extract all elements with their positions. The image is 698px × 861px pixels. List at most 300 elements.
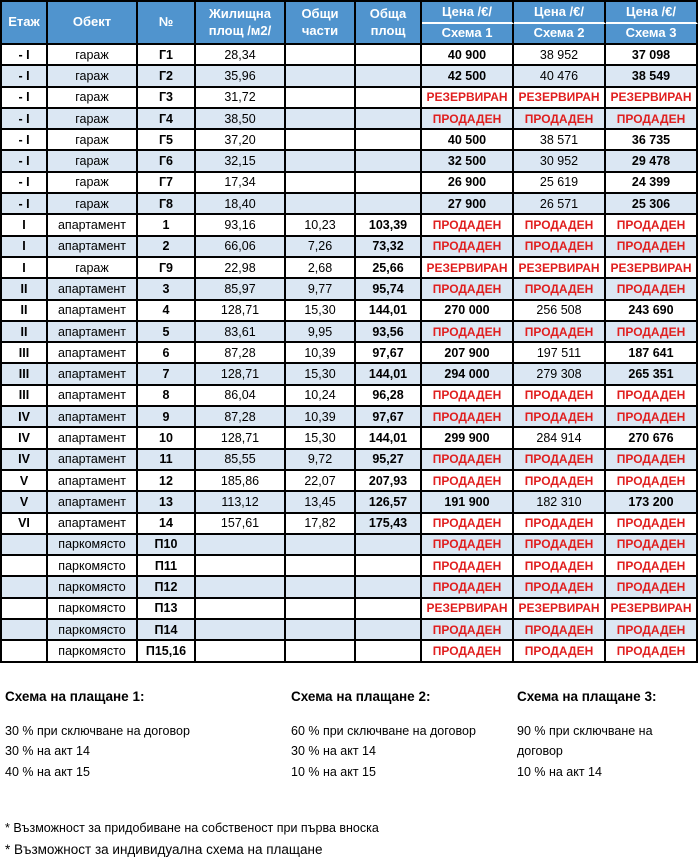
cell-object: паркомясто [48,620,138,641]
cell-num: 5 [138,322,196,343]
cell-common [286,556,356,577]
scheme-2-title: Схема на плащане 2: [291,688,431,704]
cell-p2: ПРОДАДЕН [514,641,606,662]
cell-common [286,535,356,556]
cell-p2: 197 511 [514,343,606,364]
cell-common: 9,72 [286,450,356,471]
table-row [2,450,698,471]
cell-common: 9,95 [286,322,356,343]
cell-floor: VI [2,514,48,535]
cell-living: 87,28 [196,407,286,428]
table-row [2,258,698,279]
table-header-row-1 [2,2,698,24]
cell-p3: ПРОДАДЕН [606,109,698,130]
col-header-floor: Етаж [2,2,48,45]
cell-common [286,577,356,598]
cell-p3: ПРОДАДЕН [606,535,698,556]
cell-living: 37,20 [196,130,286,151]
cell-p2: ПРОДАДЕН [514,386,606,407]
cell-p2: 26 571 [514,194,606,215]
cell-common [286,173,356,194]
cell-p2: 40 476 [514,66,606,87]
cell-object: гараж [48,194,138,215]
cell-object: апартамент [48,514,138,535]
cell-living: 128,71 [196,428,286,449]
cell-num: П15,16 [138,641,196,662]
payment-schemes-footer [0,689,698,861]
cell-object: гараж [48,151,138,172]
cell-p3: ПРОДАДЕН [606,641,698,662]
cell-p3: ПРОДАДЕН [606,386,698,407]
cell-num: 1 [138,215,196,236]
cell-total: 73,32 [356,237,422,258]
cell-object: апартамент [48,279,138,300]
cell-p2: 279 308 [514,364,606,385]
cell-total: 144,01 [356,428,422,449]
scheme-2-block [291,689,517,803]
cell-num: 13 [138,492,196,513]
cell-p1: 26 900 [422,173,514,194]
cell-floor: III [2,343,48,364]
cell-living: 185,86 [196,471,286,492]
cell-p2: РЕЗЕРВИРАН [514,599,606,620]
col-header-price-1: Цена /€/ [422,2,514,24]
scheme-1-title: Схема на плащане 1: [5,688,145,704]
cell-floor: I [2,237,48,258]
cell-total: 95,74 [356,279,422,300]
cell-num: П12 [138,577,196,598]
cell-p1: 40 500 [422,130,514,151]
cell-floor [2,620,48,641]
cell-p2: 38 571 [514,130,606,151]
cell-living: 17,34 [196,173,286,194]
cell-total [356,641,422,662]
scheme-item: 40 % на акт 15 [5,764,90,779]
cell-object: апартамент [48,237,138,258]
cell-floor [2,556,48,577]
cell-p1: ПРОДАДЕН [422,279,514,300]
cell-p3: ПРОДАДЕН [606,322,698,343]
cell-num: 6 [138,343,196,364]
scheme-item [517,782,693,803]
cell-living: 85,55 [196,450,286,471]
scheme-item: 10 % на акт 15 [291,764,376,779]
scheme-3-items [517,721,693,803]
cell-living: 157,61 [196,514,286,535]
cell-total [356,45,422,66]
cell-p1: 32 500 [422,151,514,172]
cell-p1: ПРОДАДЕН [422,237,514,258]
footnote-ownership: * Възможност за придобиване на собственост при първа вноска [5,820,379,835]
cell-p2: 38 952 [514,45,606,66]
table-header [2,2,698,45]
col-header-scheme-1: Схема 1 [422,24,514,45]
cell-living [196,577,286,598]
cell-living [196,641,286,662]
cell-p3: 173 200 [606,492,698,513]
cell-p2: ПРОДАДЕН [514,620,606,641]
cell-num: П11 [138,556,196,577]
col-header-common-parts: Общи части [286,2,356,45]
table-row [2,279,698,300]
table-row [2,343,698,364]
table-row [2,301,698,322]
cell-p1: ПРОДАДЕН [422,577,514,598]
cell-floor: - I [2,88,48,109]
cell-p2: ПРОДАДЕН [514,471,606,492]
cell-floor: II [2,279,48,300]
cell-floor: - I [2,130,48,151]
cell-p2: 30 952 [514,151,606,172]
cell-common: 15,30 [286,301,356,322]
col-header-scheme-3: Схема 3 [606,24,698,45]
table-row [2,88,698,109]
cell-p2: 25 619 [514,173,606,194]
cell-object: апартамент [48,492,138,513]
cell-p1: 42 500 [422,66,514,87]
cell-total [356,535,422,556]
col-header-object: Обект [48,2,138,45]
table-row [2,386,698,407]
cell-total: 95,27 [356,450,422,471]
cell-p1: ПРОДАДЕН [422,535,514,556]
cell-object: апартамент [48,407,138,428]
cell-floor: - I [2,151,48,172]
cell-common [286,599,356,620]
table-row [2,599,698,620]
col-header-total-area: Обща площ [356,2,422,45]
cell-num: Г8 [138,194,196,215]
cell-common: 10,39 [286,343,356,364]
scheme-item: 60 % при сключване на договор [291,723,476,738]
cell-p3: 37 098 [606,45,698,66]
cell-floor: - I [2,194,48,215]
cell-floor: IV [2,450,48,471]
cell-common: 2,68 [286,258,356,279]
cell-object: апартамент [48,386,138,407]
table-row [2,194,698,215]
cell-p3: ПРОДАДЕН [606,237,698,258]
table-row [2,237,698,258]
cell-floor: - I [2,173,48,194]
cell-living: 35,96 [196,66,286,87]
cell-total: 96,28 [356,386,422,407]
cell-total: 97,67 [356,407,422,428]
cell-p2: ПРОДАДЕН [514,322,606,343]
cell-p3: ПРОДАДЕН [606,407,698,428]
cell-object: паркомясто [48,556,138,577]
cell-p3: 265 351 [606,364,698,385]
cell-living: 18,40 [196,194,286,215]
table-row [2,471,698,492]
cell-p1: РЕЗЕРВИРАН [422,258,514,279]
cell-floor: II [2,301,48,322]
cell-p1: 207 900 [422,343,514,364]
cell-living: 31,72 [196,88,286,109]
cell-floor: IV [2,428,48,449]
cell-p3: 24 399 [606,173,698,194]
cell-p2: 284 914 [514,428,606,449]
cell-p3: ПРОДАДЕН [606,514,698,535]
cell-p3: 243 690 [606,301,698,322]
cell-common [286,88,356,109]
schemes-row [5,689,693,803]
table-row [2,66,698,87]
cell-p1: ПРОДАДЕН [422,407,514,428]
cell-common [286,641,356,662]
cell-living: 66,06 [196,237,286,258]
cell-living: 38,50 [196,109,286,130]
cell-total: 103,39 [356,215,422,236]
cell-living [196,556,286,577]
cell-total: 207,93 [356,471,422,492]
cell-object: апартамент [48,301,138,322]
cell-p2: ПРОДАДЕН [514,237,606,258]
scheme-item: 10 % на акт 14 [517,764,602,779]
cell-p3: РЕЗЕРВИРАН [606,258,698,279]
cell-object: паркомясто [48,641,138,662]
cell-num: 4 [138,301,196,322]
cell-object: апартамент [48,450,138,471]
cell-common: 22,07 [286,471,356,492]
cell-floor: IV [2,407,48,428]
cell-num: 10 [138,428,196,449]
cell-p2: ПРОДАДЕН [514,450,606,471]
cell-floor [2,535,48,556]
cell-common: 15,30 [286,364,356,385]
table-row [2,492,698,513]
cell-common [286,45,356,66]
cell-floor [2,641,48,662]
cell-p3: 38 549 [606,66,698,87]
table-row [2,322,698,343]
cell-p3: 36 735 [606,130,698,151]
cell-floor: - I [2,66,48,87]
cell-total: 144,01 [356,301,422,322]
cell-object: апартамент [48,428,138,449]
cell-p1: ПРОДАДЕН [422,556,514,577]
cell-living: 87,28 [196,343,286,364]
cell-object: гараж [48,109,138,130]
cell-num: Г5 [138,130,196,151]
cell-object: паркомясто [48,535,138,556]
cell-p3: ПРОДАДЕН [606,620,698,641]
cell-p1: ПРОДАДЕН [422,641,514,662]
cell-total: 93,56 [356,322,422,343]
scheme-item: 30 % при сключване на договор [5,723,190,738]
cell-total [356,577,422,598]
cell-total: 175,43 [356,514,422,535]
cell-common [286,109,356,130]
cell-floor: I [2,258,48,279]
cell-floor: III [2,364,48,385]
col-header-num: № [138,2,196,45]
cell-common: 15,30 [286,428,356,449]
table-row [2,620,698,641]
cell-p1: ПРОДАДЕН [422,109,514,130]
table-row [2,428,698,449]
cell-p1: ПРОДАДЕН [422,386,514,407]
table-row [2,577,698,598]
cell-num: Г3 [138,88,196,109]
cell-p1: 191 900 [422,492,514,513]
cell-num: Г4 [138,109,196,130]
cell-floor: II [2,322,48,343]
table-row [2,45,698,66]
cell-p2: ПРОДАДЕН [514,514,606,535]
cell-living: 128,71 [196,364,286,385]
cell-common: 10,24 [286,386,356,407]
table-row [2,151,698,172]
cell-p2: ПРОДАДЕН [514,577,606,598]
footnote-individual-scheme: * Възможност за индивидуална схема на плащане [5,841,323,857]
cell-total: 126,57 [356,492,422,513]
cell-living: 32,15 [196,151,286,172]
cell-p2: 256 508 [514,301,606,322]
col-header-scheme-2: Схема 2 [514,24,606,45]
cell-p1: ПРОДАДЕН [422,514,514,535]
cell-p3: 25 306 [606,194,698,215]
cell-total [356,599,422,620]
cell-num: Г9 [138,258,196,279]
cell-total [356,620,422,641]
cell-object: апартамент [48,215,138,236]
cell-total [356,66,422,87]
cell-num: Г2 [138,66,196,87]
cell-num: Г7 [138,173,196,194]
cell-living: 22,98 [196,258,286,279]
cell-num: 14 [138,514,196,535]
cell-common: 10,23 [286,215,356,236]
cell-object: паркомясто [48,577,138,598]
col-header-living-area: Жилищна площ /м2/ [196,2,286,45]
footnotes [5,817,693,861]
cell-object: паркомясто [48,599,138,620]
cell-floor: V [2,492,48,513]
cell-object: гараж [48,66,138,87]
cell-p1: РЕЗЕРВИРАН [422,599,514,620]
scheme-1-items [5,721,291,783]
cell-num: Г6 [138,151,196,172]
cell-num: Г1 [138,45,196,66]
cell-num: 3 [138,279,196,300]
cell-p2: РЕЗЕРВИРАН [514,258,606,279]
cell-floor: V [2,471,48,492]
cell-p2: ПРОДАДЕН [514,109,606,130]
cell-num: 11 [138,450,196,471]
cell-common [286,620,356,641]
cell-p1: 270 000 [422,301,514,322]
cell-floor: - I [2,45,48,66]
cell-living [196,599,286,620]
cell-num: П14 [138,620,196,641]
cell-living: 113,12 [196,492,286,513]
cell-object: гараж [48,45,138,66]
cell-living [196,620,286,641]
table-body [2,45,698,663]
cell-living: 85,97 [196,279,286,300]
cell-living: 28,34 [196,45,286,66]
cell-common [286,130,356,151]
cell-p3: РЕЗЕРВИРАН [606,88,698,109]
scheme-3-title: Схема на плащане 3: [517,688,657,704]
cell-floor [2,577,48,598]
cell-num: 8 [138,386,196,407]
cell-p1: ПРОДАДЕН [422,450,514,471]
cell-living: 83,61 [196,322,286,343]
cell-num: 7 [138,364,196,385]
table-row [2,535,698,556]
scheme-2-items [291,721,517,783]
cell-p3: 29 478 [606,151,698,172]
cell-common: 10,39 [286,407,356,428]
cell-common: 13,45 [286,492,356,513]
cell-total [356,556,422,577]
cell-floor [2,599,48,620]
cell-p3: 187 641 [606,343,698,364]
cell-total [356,151,422,172]
cell-common: 9,77 [286,279,356,300]
cell-num: 9 [138,407,196,428]
table-row [2,130,698,151]
cell-object: апартамент [48,364,138,385]
table-row [2,109,698,130]
cell-p1: РЕЗЕРВИРАН [422,88,514,109]
table-row [2,641,698,662]
table-row [2,173,698,194]
col-header-price-2: Цена /€/ [514,2,606,24]
cell-p3: ПРОДАДЕН [606,556,698,577]
cell-object: апартамент [48,471,138,492]
scheme-item: 30 % на акт 14 [5,744,90,759]
cell-total [356,173,422,194]
cell-p3: РЕЗЕРВИРАН [606,599,698,620]
cell-floor: I [2,215,48,236]
cell-p2: ПРОДАДЕН [514,535,606,556]
cell-common: 7,26 [286,237,356,258]
cell-object: апартамент [48,343,138,364]
cell-p2: ПРОДАДЕН [514,279,606,300]
cell-total: 97,67 [356,343,422,364]
cell-common [286,194,356,215]
cell-p1: ПРОДАДЕН [422,620,514,641]
cell-p2: ПРОДАДЕН [514,556,606,577]
cell-total [356,88,422,109]
cell-object: гараж [48,130,138,151]
cell-p1: 294 000 [422,364,514,385]
cell-p2: 182 310 [514,492,606,513]
cell-p3: ПРОДАДЕН [606,471,698,492]
cell-living: 128,71 [196,301,286,322]
cell-floor: - I [2,109,48,130]
cell-total [356,130,422,151]
cell-common: 17,82 [286,514,356,535]
cell-p1: ПРОДАДЕН [422,471,514,492]
cell-total: 144,01 [356,364,422,385]
table-row [2,215,698,236]
cell-living: 86,04 [196,386,286,407]
cell-p1: ПРОДАДЕН [422,215,514,236]
cell-p2: ПРОДАДЕН [514,407,606,428]
cell-p1: 27 900 [422,194,514,215]
cell-total [356,194,422,215]
cell-num: 2 [138,237,196,258]
cell-p2: ПРОДАДЕН [514,215,606,236]
scheme-item: 90 % при сключване на договор [517,723,653,759]
cell-p3: ПРОДАДЕН [606,450,698,471]
cell-object: апартамент [48,322,138,343]
cell-p3: ПРОДАДЕН [606,279,698,300]
